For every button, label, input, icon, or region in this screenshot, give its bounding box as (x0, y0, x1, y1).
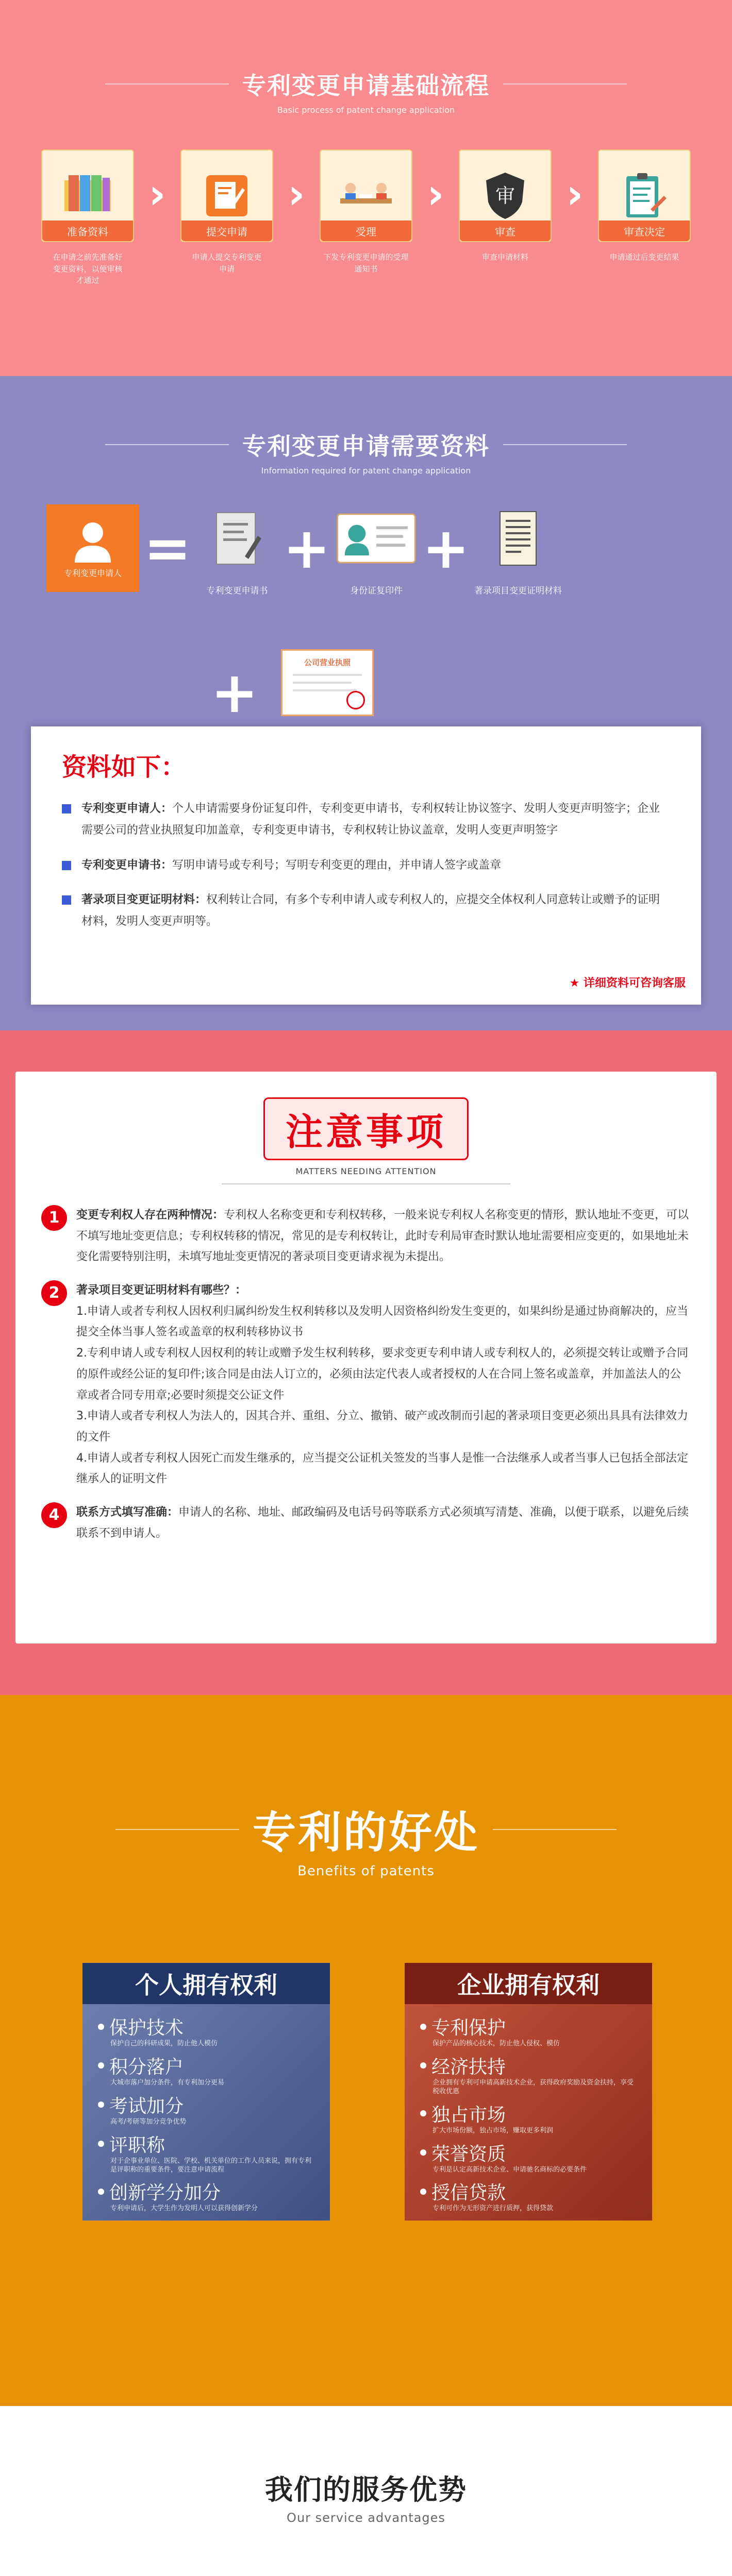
shield-icon (482, 170, 528, 222)
flow-step-desc: 申请通过后变更结果 (609, 252, 679, 262)
notice-section (0, 1030, 732, 1695)
flow-step-desc: 审查申请材料 (481, 252, 528, 262)
material-id-card (335, 500, 418, 596)
license-card-title: 公司营业执照 (304, 658, 351, 667)
document-icon (492, 507, 544, 569)
materials-doc-entry (62, 855, 670, 876)
flow-step-2 (170, 149, 284, 275)
number-badge: 2 (41, 1280, 67, 1306)
benefit-item: 考试加分 高考/考研等加分竞争优势 (98, 2092, 314, 2127)
entry-term: 著录项目变更证明材料： (81, 893, 207, 907)
entry-text: 权利转让合同，有多个专利申请人或专利权人的，应提交全体权利人同意转让或赠予的证明材料，发明人变更声明等。 (81, 893, 660, 928)
chevron-right-icon: › (288, 170, 305, 218)
shield-glyph: 审 (495, 184, 515, 207)
meeting-icon (335, 173, 397, 219)
materials-row-1 (46, 500, 562, 596)
person-icon (70, 517, 116, 564)
flow-section (0, 0, 732, 376)
notice-card (15, 1072, 717, 1643)
flow-step-label: 受理 (321, 221, 411, 241)
material-label: 著录项目变更证明材料 (474, 586, 562, 596)
material-label: 专利变更申请书 (206, 586, 268, 596)
materials-note-text: 详细资料可咨询客服 (583, 977, 686, 990)
benefit-item: 积分落户 大城市落户加分条件，有专利加分更易 (98, 2053, 314, 2088)
license-card (281, 649, 374, 716)
blue-square-icon (62, 895, 71, 905)
personal-benefits-card (82, 1963, 330, 2221)
advantages-subtitle: Our service advantages (287, 2511, 445, 2525)
notice-line: 2.专利申请人或专利权人因权利的转让或赠予发生权利转移，要求变更专利申请人或专利权人的，必须提交转让或赠予合同的原件或经公证的复印件;该合同是由法人订立的，必须由法定代表人或者授权的人在合同上签名或盖章，并加盖法人的公章或者合同专用章;必要时须提交公证文件 (76, 1347, 688, 1402)
blue-square-icon (62, 804, 71, 814)
plus-sign: + (422, 515, 470, 581)
flow-step-label: 审查决定 (599, 221, 690, 241)
form-icon (209, 507, 265, 569)
benefit-item: 评职称 对于企事业单位、医院、学校、机关单位的工作人员来说，拥有专利是评职称的重要条件，要注意申请流程 (98, 2131, 314, 2175)
notice-line: 1.申请人或者专利权人因权利归属纠纷发生权利转移以及发明人因资格纠纷发生变更的，如果纠纷是通过协商解决的，应当提交全体当事人签名或盖章的权利转移协议书 (76, 1304, 688, 1339)
material-application-form (196, 500, 278, 596)
flow-step-label: 准备资料 (42, 221, 133, 241)
benefit-item: 授信贷款 专利可作为无形资产进行质押，获得贷款 (420, 2178, 637, 2213)
materials-subtitle: Information required for patent change application (261, 466, 471, 476)
materials-row-2 (206, 644, 376, 740)
flow-step-label: 审查 (460, 221, 551, 241)
blue-square-icon (62, 861, 71, 870)
clipboard-icon (619, 170, 670, 222)
notice-term: 变更专利权人存在两种情况： (76, 1209, 224, 1222)
equals-sign: = (143, 515, 192, 581)
notice-item (41, 1280, 691, 1490)
material-label: 专利变更申请人 (63, 568, 122, 578)
benefit-item: 荣誉资质 专利是认定高新技术企业、申请驰名商标的必要条件 (420, 2140, 637, 2175)
flow-step-desc: 申请人提交专利变更 申请 (192, 252, 262, 274)
notice-line: 4.申请人或者专利权人因死亡而发生继承的，应当提交公证机关签发的当事人是惟一合法继承人或者当事人已包括全部法定继承人的证明文件 (76, 1451, 688, 1486)
flow-step-1 (31, 149, 144, 286)
chevron-right-icon: › (427, 170, 444, 218)
notice-item (41, 1502, 691, 1544)
benefits-title: 专利的好处 (252, 1807, 479, 1858)
entry-text: 写明申请号或专利号；写明专利变更的理由，并申请人签字或盖章 (172, 858, 502, 872)
enterprise-card-title: 企业拥有权利 (405, 1963, 652, 2004)
flow-step-4 (448, 149, 562, 263)
entry-text: 个人申请需要身份证复印件，专利变更申请书，专利权转让协议签字、发明人变更声明签字；企业需要公司的营业执照复印加盖章，专利变更申请书，专利权转让协议盖章，发明人变更声明签字 (81, 802, 660, 837)
entry-term: 专利变更申请人： (81, 802, 173, 815)
flow-title: 专利变更申请基础流程 (242, 72, 490, 99)
notice-line: 3.申请人或者专利权人为法人的，因其合并、重组、分立、撤销、破产或改制而引起的著录项目变更必须出具具有法律效力的文件 (76, 1410, 688, 1444)
notice-title: 注意事项 (263, 1097, 469, 1160)
notice-text: 专利权人名称变更和专利权转移，一般来说专利权人名称变更的情形，默认地址不变更，可以不填写地址变更信息；专利权转移的情况，常见的是专利权转让，此时专利局审查时默认地址需要相应变更的，如果地址未变化需要特别注明，未填写地址变更情况的著录项目变更请求视为未提出。 (76, 1209, 689, 1264)
id-card-icon (335, 510, 418, 567)
benefit-item: 保护技术 保护自己的科研成果，防止他人模仿 (98, 2013, 314, 2048)
plus-sign: + (282, 515, 331, 581)
chevron-right-icon: › (148, 170, 166, 218)
chevron-right-icon: › (566, 170, 584, 218)
benefit-item: 专利保护 保护产品的核心技术，防止他人侵权、模仿 (420, 2013, 637, 2048)
materials-doc-heading: 资料如下： (62, 753, 186, 782)
material-label: 身份证复印件 (350, 586, 403, 596)
personal-card-title: 个人拥有权利 (82, 1963, 330, 2004)
benefits-subtitle: Benefits of patents (297, 1863, 435, 1879)
material-applicant (46, 504, 139, 592)
flow-step-3 (309, 149, 423, 275)
notice-item (41, 1205, 691, 1268)
advantages-section (0, 2406, 732, 2576)
materials-title: 专利变更申请需要资料 (242, 432, 490, 460)
number-badge: 1 (41, 1205, 67, 1231)
edit-doc-icon (204, 173, 250, 219)
number-badge: 4 (41, 1502, 67, 1528)
materials-doc-entry (62, 798, 670, 841)
materials-doc-entry (62, 889, 670, 933)
enterprise-benefits-card (405, 1963, 652, 2221)
flow-steps (31, 149, 701, 286)
notice-text: 申请人的名称、地址、邮政编码及电话号码等联系方式必须填写清楚、准确，以便于联系，以避免后续联系不到申请人。 (76, 1505, 689, 1540)
flow-step-5 (588, 149, 701, 263)
benefit-item: 创新学分加分 专利申请后，大学生作为发明人可以获得创新学分 (98, 2178, 314, 2213)
notice-subtitle: MATTERS NEEDING ATTENTION (295, 1166, 437, 1176)
materials-doc-card (31, 726, 701, 1005)
flow-step-label: 提交申请 (181, 221, 272, 241)
notice-term: 联系方式填写准确： (76, 1505, 179, 1519)
flow-subtitle: Basic process of patent change application (277, 105, 455, 115)
star-icon: ★ (569, 977, 584, 990)
seal-icon (346, 691, 365, 709)
entry-term: 专利变更申请书： (81, 858, 173, 872)
plus-sign: + (210, 659, 259, 725)
material-license (278, 644, 376, 740)
flow-step-desc: 在申请之前先准备好 变更资料，以便审核 才通过 (53, 252, 123, 285)
advantages-title: 我们的服务优势 (265, 2473, 467, 2506)
folders-icon (59, 173, 116, 219)
benefits-section (0, 1695, 732, 2406)
benefit-item: 经济扶持 企业拥有专利可申请高新技术企业，获得政府奖励及资金扶持，享受税收优惠 (420, 2053, 637, 2096)
benefit-item: 独占市场 扩大市场份额，独占市场，赚取更多利润 (420, 2100, 637, 2136)
flow-step-desc: 下发专利变更申请的受理 通知书 (323, 252, 409, 274)
notice-term: 著录项目变更证明材料有哪些？： (76, 1284, 247, 1297)
materials-section (0, 376, 732, 1030)
material-proof (474, 500, 562, 596)
materials-note[interactable] (570, 974, 686, 990)
